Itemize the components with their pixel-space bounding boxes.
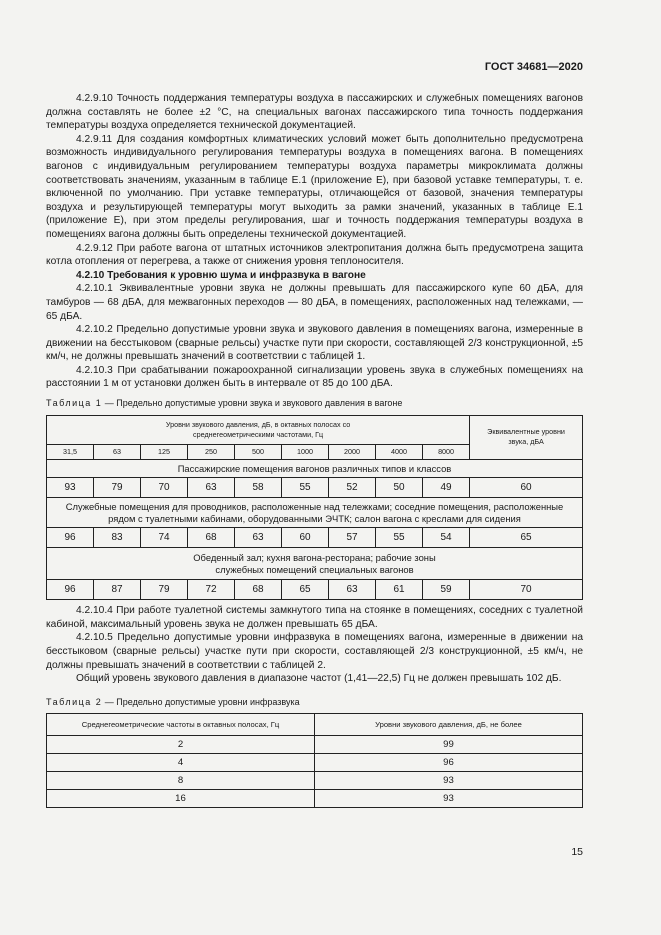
table1-section-title: Обеденный зал; кухня вагона-ресторана; рабочие зоны служебных помещений специальных вагонов: [47, 548, 583, 580]
table1-header-right: Эквивалентные уровни звука, дБА: [470, 415, 583, 459]
value-cell: 68: [188, 528, 235, 548]
freq-cell: 1000: [282, 444, 329, 459]
table1-label: Таблица 1: [46, 398, 103, 409]
value-cell: 52: [329, 478, 376, 498]
page-number: 15: [571, 846, 583, 858]
table2-header-level: Уровни звукового давления, дБ, не более: [315, 714, 583, 736]
value-cell: 65: [282, 580, 329, 600]
value-cell: 50: [376, 478, 423, 498]
paragraph-4-2-9-10: 4.2.9.10 Точность поддержания температуры воздуха в пассажирских и служебных помещениях вагонов должна составлять не более ±2 °С, на специальных вагонах пассажирского типа точность поддержания температуры воздуха определяется технической документацией.: [46, 93, 583, 132]
value-cell: 96: [47, 580, 94, 600]
freq-cell: 2: [47, 736, 315, 754]
table-row: [47, 754, 583, 772]
value-cell: 87: [94, 580, 141, 600]
paragraph-4-2-9-12: 4.2.9.12 При работе вагона от штатных источников электропитания должна быть предусмотрена защита котла отопления от перегрева, а также от снижения уровня теплоносителя.: [46, 242, 583, 268]
table1: [46, 415, 583, 601]
freq-cell: 16: [47, 790, 315, 808]
table-row: [47, 528, 583, 548]
paragraph-4-2-10-3: 4.2.10.3 При срабатывании пожароохранной сигнализации уровень звука в служебных помещениях на расстоянии 1 м от установки должен быть в интервале от 85 до 100 дБА.: [46, 364, 583, 390]
value-cell: 63: [188, 478, 235, 498]
paragraph-4-2-10-4: 4.2.10.4 При работе туалетной системы замкнутого типа на стоянке в помещениях, соседних с туалетной кабиной, максимальный уровень звука не должен превышать 65 дБА.: [46, 605, 583, 630]
freq-cell: 8: [47, 772, 315, 790]
freq-cell: 125: [141, 444, 188, 459]
value-cell: 60: [282, 528, 329, 548]
freq-cell: 31,5: [47, 444, 94, 459]
value-cell: 63: [235, 528, 282, 548]
value-cell: 96: [47, 528, 94, 548]
document-code: ГОСТ 34681—2020: [484, 61, 583, 73]
table2-label: Таблица 2: [46, 696, 103, 707]
value-cell: 55: [376, 528, 423, 548]
section-heading-4-2-10: 4.2.10 Требования к уровню шума и инфразвука в вагоне: [76, 269, 366, 281]
paragraph-4-2-9-11: 4.2.9.11 Для создания комфортных климатических условий может быть дополнительно предусмотрена возможность индивидуального регулирования температуры воздуха в помещениях вагона. В помещениях вагонов с индивидуальным регулированием температуры воздуха параметры микроклимата должны соответствовать значениям, указанным в таблице Е.1 (приложение Е), при базовой уставке температуры, т. е. включенной по умолчанию. При уставке температуры, отличающейся от базовой, значения температуры воздуха и результирующей температуры могут выходить за рамки значений, указанных в таблице Е.1 (приложение Е), при этом пределы регулирования, шаг и точность поддержания температуры воздуха в помещениях вагона должны быть определены технической документацией.: [46, 133, 583, 240]
table-row: [47, 772, 583, 790]
level-cell: 93: [315, 790, 583, 808]
table2-header-freq: Среднегеометрические частоты в октавных полосах, Гц: [47, 714, 315, 736]
document-body: [46, 92, 583, 808]
value-cell: 65: [470, 528, 583, 548]
table2-caption: [46, 696, 583, 710]
table1-caption: [46, 397, 583, 411]
value-cell: 83: [94, 528, 141, 548]
level-cell: 93: [315, 772, 583, 790]
value-cell: 60: [470, 478, 583, 498]
level-cell: 96: [315, 754, 583, 772]
paragraph-4-2-10-1: 4.2.10.1 Эквивалентные уровни звука не должны превышать для пассажирского купе 60 дБА, для тамбуров — 68 дБА, для межвагонных переходов — 80 дБА, в помещениях, расположенных над тележками, — 65 дБА.: [46, 283, 583, 322]
paragraph-4-2-10-2: 4.2.10.2 Предельно допустимые уровни звука и звукового давления в помещениях вагона, измеренные в движении на бесстыковом (сварные рельсы) участке пути при скорости, составляющей 2/3 конструкционной, ±5 км/ч, не должны превышать значений в соответствии с таблицей 1.: [46, 324, 583, 363]
freq-cell: 250: [188, 444, 235, 459]
table1-header-main: Уровни звукового давления, дБ, в октавных полосах со среднегеометрическими частотами, Гц: [47, 415, 470, 444]
table2: [46, 713, 583, 808]
table1-section-title: Пассажирские помещения вагонов различных типов и классов: [47, 459, 583, 478]
value-cell: 70: [470, 580, 583, 600]
value-cell: 49: [423, 478, 470, 498]
freq-cell: 63: [94, 444, 141, 459]
value-cell: 54: [423, 528, 470, 548]
freq-cell: 4: [47, 754, 315, 772]
value-cell: 68: [235, 580, 282, 600]
value-cell: 63: [329, 580, 376, 600]
table-row: [47, 736, 583, 754]
value-cell: 74: [141, 528, 188, 548]
table1-section-title: Служебные помещения для проводников, расположенные над тележками; соседние помещения, расположенные рядом с туалетными кабинами, оборудованными ЭЧТК; салон вагона с креслами для сидения: [47, 498, 583, 528]
value-cell: 79: [94, 478, 141, 498]
value-cell: 93: [47, 478, 94, 498]
paragraph-4-2-10-5: 4.2.10.5 Предельно допустимые уровни инфразвука в помещениях вагона, измеренные в движении на бесстыковом (сварные рельсы) участке пути при скорости, составляющей 2/3 конструкционной, ±5 км/ч, не должны превышать значений в соответствии с таблицей 2.: [46, 632, 583, 671]
table2-title: — Предельно допустимые уровни инфразвука: [102, 696, 300, 707]
value-cell: 55: [282, 478, 329, 498]
value-cell: 72: [188, 580, 235, 600]
table-row: [47, 790, 583, 808]
value-cell: 57: [329, 528, 376, 548]
table1-title: — Предельно допустимые уровни звука и звукового давления в вагоне: [102, 398, 403, 409]
value-cell: 61: [376, 580, 423, 600]
value-cell: 58: [235, 478, 282, 498]
value-cell: 59: [423, 580, 470, 600]
table-row: [47, 580, 583, 600]
paragraph-total-level: Общий уровень звукового давления в диапазоне частот (1,41—22,5) Гц не должен превышать 102 дБ.: [76, 673, 562, 685]
freq-cell: 4000: [376, 444, 423, 459]
table-row: [47, 478, 583, 498]
value-cell: 70: [141, 478, 188, 498]
freq-cell: 500: [235, 444, 282, 459]
freq-cell: 2000: [329, 444, 376, 459]
freq-cell: 8000: [423, 444, 470, 459]
value-cell: 79: [141, 580, 188, 600]
level-cell: 99: [315, 736, 583, 754]
